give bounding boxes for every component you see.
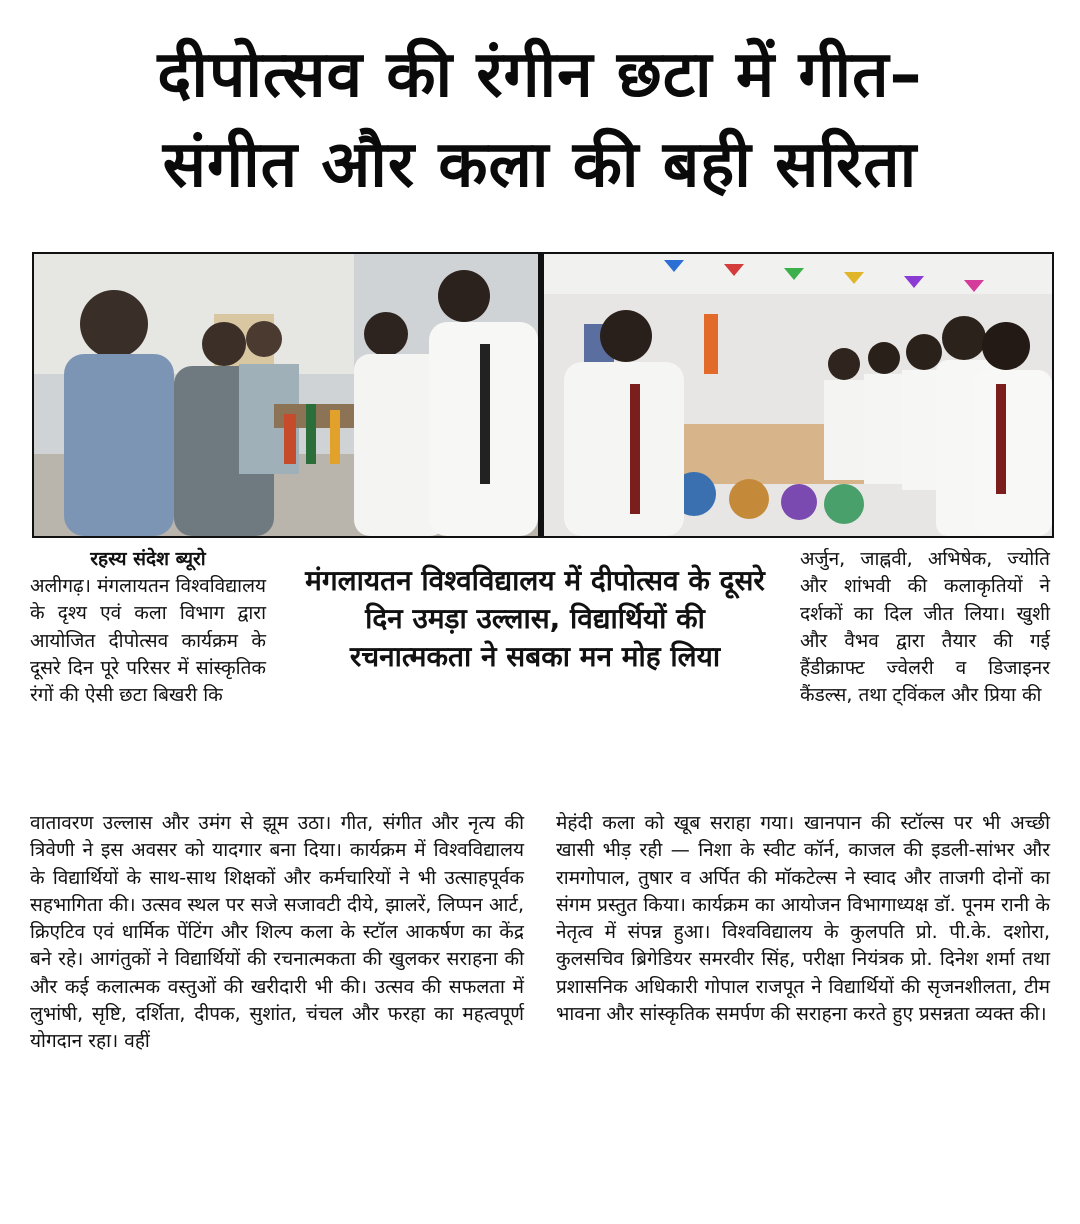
column-right-bottom: [556, 810, 1050, 1028]
photo-left-image: [34, 254, 538, 536]
sub-headline: मंगलायतन विश्वविद्यालय में दीपोत्सव के दूसरे दिन उमड़ा उल्लास, विद्यार्थियों की रचनात्मकता ने सबका मन मोह लिया: [305, 564, 765, 673]
photo-left: [34, 254, 538, 536]
column-right-top: [800, 546, 1050, 710]
article-right-top: अर्जुन, जाह्नवी, अभिषेक, ज्योति और शांभवी की कलाकृतियों ने दर्शकों का दिल जीत लिया। खुशी और वैभव द्वारा तैयार की गई हैंडीक्राफ्ट ज्वेलरी व डिजाइनर कैंडल्स, तथा ट्विंकल और प्रिया की: [800, 548, 1050, 707]
article-right-body: मेहंदी कला को खूब सराहा गया। खानपान की स्टॉल्स पर भी अच्छी खासी भीड़ रही — निशा के स्वीट कॉर्न, काजल की इडली-सांभर और रामगोपाल, तुषार व अर्पित की मॉकटेल्स ने स्वाद और ताजगी दोनों का संगम प्रस्तुत किया। कार्यक्रम का आयोजन विभागाध्यक्ष डॉ. पूनम रानी के नेतृत्व में संपन्न हुआ। विश्वविद्यालय के कुलपति प्रो. पी.के. दशोरा, कुलसचिव ब्रिगेडियर समरवीर सिंह, परीक्षा नियंत्रक प्रो. दिनेश शर्मा तथा प्रशासनिक अधिकारी गोपाल राजपूत ने विद्यार्थियों की सृजनशीलता, टीम भावना और सांस्कृतिक समर्पण की सराहना करते हुए प्रसन्नता व्यक्त की।: [556, 812, 1050, 1026]
photo-right: [544, 254, 1052, 536]
column-left-top: [30, 546, 266, 709]
photo-strip: [32, 252, 1054, 538]
article-intro: अलीगढ़। मंगलायतन विश्वविद्यालय के दृश्य एवं कला विभाग द्वारा आयोजित दीपोत्सव कार्यक्रम के दूसरे दिन पूरे परिसर में सांस्कृतिक रंगों की ऐसी छटा बिखरी कि: [30, 575, 266, 707]
article-left-body: वातावरण उल्लास और उमंग से झूम उठा। गीत, संगीत और नृत्य की त्रिवेणी ने इस अवसर को यादगार बना दिया। कार्यक्रम में विश्वविद्यालय के विद्यार्थियों के साथ-साथ शिक्षकों और कर्मचारियों ने भी उत्साहपूर्वक सहभागिता की। उत्सव स्थल पर सजे सजावटी दीये, झालरें, लिप्पन आर्ट, क्रिएटिव एवं धार्मिक पेंटिंग और शिल्प कला के स्टॉल आकर्षण का केंद्र बने रहे। आगंतुकों ने विद्यार्थियों की रचनात्मकता की खुलकर सराहना की और कई कलात्मक वस्तुओं की खरीदारी भी की। उत्सव की सफलता में लुभांषी, सृष्टि, दर्शिता, दीपक, सुशांत, चंचल और फरहा का महत्वपूर्ण योगदान रहा। वहीं: [30, 812, 524, 1053]
column-left-bottom: [30, 810, 524, 1056]
photo-right-image: [544, 254, 1052, 536]
headline: [20, 30, 1060, 210]
byline: रहस्य संदेश ब्यूरो: [90, 548, 206, 570]
headline-line-1: दीपोत्सव की रंगीन छटा में गीत–: [157, 38, 923, 112]
headline-line-2: संगीत और कला की बही सरिता: [162, 128, 918, 202]
